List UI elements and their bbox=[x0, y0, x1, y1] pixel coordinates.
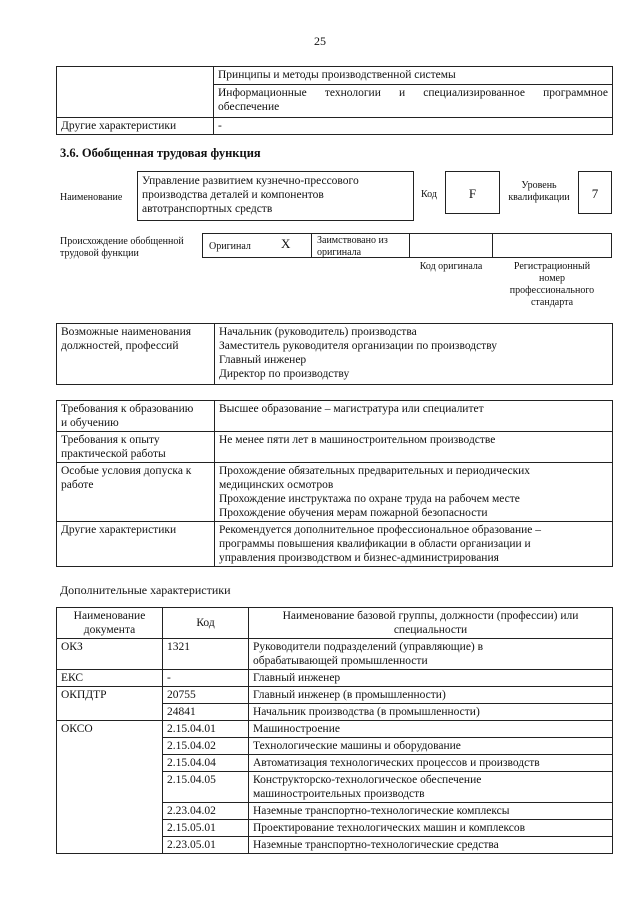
code-value: F bbox=[468, 186, 477, 201]
requirement-label bbox=[57, 401, 215, 432]
positions-label-line: должностей, профессий bbox=[61, 340, 179, 352]
function-name-line: Управление развитием кузнечно-прессового bbox=[142, 175, 359, 187]
code-label: Код bbox=[421, 189, 437, 200]
header-group bbox=[249, 608, 613, 639]
name-cell: Машиностроение bbox=[249, 721, 613, 738]
table-row bbox=[57, 639, 613, 670]
function-name-line: производства деталей и компонентов bbox=[142, 189, 324, 201]
origin-label-line: Происхождение обобщенной bbox=[60, 236, 184, 247]
code-cell: 1321 bbox=[163, 639, 249, 670]
borrowed-label-line: оригинала bbox=[317, 247, 362, 258]
extra-table bbox=[56, 607, 613, 854]
code-cell: 2.23.05.01 bbox=[163, 837, 249, 854]
table-row bbox=[57, 670, 613, 687]
requirement-row bbox=[57, 463, 613, 522]
doc-cell: ОКПДТР bbox=[57, 687, 163, 721]
code-value-box bbox=[445, 171, 500, 214]
name-cell: Проектирование технологических машин и комплексов bbox=[249, 820, 613, 837]
top-table-label bbox=[57, 67, 214, 118]
requirement-label-line: и обучению bbox=[61, 417, 119, 429]
code-cell: 2.15.04.05 bbox=[163, 772, 249, 803]
name-cell: Главный инженер (в промышленности) bbox=[249, 687, 613, 704]
level-label bbox=[503, 180, 575, 204]
code-cell: 2.15.04.02 bbox=[163, 738, 249, 755]
origin-borrowed-box bbox=[311, 233, 410, 258]
requirement-label-line: Требования к опыту bbox=[61, 434, 160, 446]
requirement-label bbox=[57, 432, 215, 463]
code-cell: 2.15.04.01 bbox=[163, 721, 249, 738]
requirement-row bbox=[57, 432, 613, 463]
position-item: Заместитель руководителя организации по производству bbox=[219, 340, 497, 352]
header-group-line: Наименование базовой группы, должности (профессии) или bbox=[282, 610, 579, 622]
position-item: Начальник (руководитель) производства bbox=[219, 326, 417, 338]
positions-label-line: Возможные наименования bbox=[61, 326, 192, 338]
header-code: Код bbox=[163, 608, 249, 639]
positions-list bbox=[215, 324, 613, 385]
doc-cell: ОКЗ bbox=[57, 639, 163, 670]
name-cell: Наземные транспортно-технологические комплексы bbox=[249, 803, 613, 820]
code-cell: 24841 bbox=[163, 704, 249, 721]
reg-caption-line: профессионального bbox=[509, 285, 595, 296]
code-cell: 2.15.04.04 bbox=[163, 755, 249, 772]
level-value-box bbox=[578, 171, 612, 214]
code-cell: 2.23.04.02 bbox=[163, 803, 249, 820]
name-cell: Наземные транспортно-технологические средства bbox=[249, 837, 613, 854]
doc-cell: ОКСО bbox=[57, 721, 163, 854]
function-name-line: автотранспортных средств bbox=[142, 203, 273, 215]
reg-caption-line: стандарта bbox=[530, 297, 574, 308]
name-line: Конструкторско-технологическое обеспечение bbox=[253, 774, 482, 786]
top-table-row bbox=[57, 118, 613, 135]
requirement-value-line: Рекомендуется дополнительное профессиональное образование – bbox=[219, 524, 542, 536]
name-cell: Главный инженер bbox=[249, 670, 613, 687]
requirement-value-line: программы повышения квалификации в области организации и bbox=[219, 538, 531, 550]
top-table-value: - bbox=[214, 118, 613, 135]
origin-label bbox=[60, 236, 184, 260]
page-number: 25 bbox=[314, 34, 326, 48]
requirement-value-line: медицинских осмотров bbox=[219, 479, 334, 491]
header-document-line: Наименование bbox=[73, 610, 146, 622]
origin-code-box bbox=[409, 233, 493, 258]
code-original-caption: Код оригинала bbox=[419, 261, 483, 272]
extra-title: Дополнительные характеристики bbox=[60, 583, 231, 597]
top-table-value: Принципы и методы производственной системы bbox=[214, 67, 613, 85]
header-document bbox=[57, 608, 163, 639]
name-cell bbox=[249, 639, 613, 670]
level-label-line: квалификации bbox=[508, 192, 570, 203]
table-row bbox=[57, 687, 613, 704]
level-label-line: Уровень bbox=[521, 180, 557, 191]
name-line: машиностроительных производств bbox=[253, 788, 425, 800]
original-label: Оригинал bbox=[209, 241, 251, 252]
reg-caption-line: номер bbox=[539, 273, 565, 284]
requirement-row bbox=[57, 401, 613, 432]
requirement-value bbox=[215, 522, 613, 567]
top-table-value: Информационные технологии и специализированное программное обеспечение bbox=[214, 85, 613, 118]
origin-label-line: трудовой функции bbox=[60, 248, 139, 259]
borrowed-label-line: Заимствовано из bbox=[317, 235, 388, 246]
requirement-value-line: управления производством и бизнес-администрирования bbox=[219, 552, 499, 564]
requirement-value bbox=[215, 432, 613, 463]
requirement-label-line: Особые условия допуска к bbox=[61, 465, 192, 477]
position-item: Директор по производству bbox=[219, 368, 350, 380]
requirement-value-line: Прохождение обучения мерам пожарной безопасности bbox=[219, 507, 488, 519]
table-row bbox=[57, 721, 613, 738]
requirement-label bbox=[57, 463, 215, 522]
reg-caption-line: Регистрационный bbox=[513, 261, 591, 272]
requirement-value-line: Прохождение инструктажа по охране труда на рабочем месте bbox=[219, 493, 520, 505]
requirement-label-line: Требования к образованию bbox=[61, 403, 194, 415]
code-cell: 2.15.05.01 bbox=[163, 820, 249, 837]
header-document-line: документа bbox=[83, 624, 136, 636]
code-cell: 20755 bbox=[163, 687, 249, 704]
name-line: Руководители подразделений (управляющие) в bbox=[253, 641, 484, 653]
requirement-value-line: Не менее пяти лет в машиностроительном производстве bbox=[219, 434, 496, 446]
name-line: обрабатывающей промышленности bbox=[253, 655, 428, 667]
name-label: Наименование bbox=[60, 192, 123, 203]
origin-original-box bbox=[202, 233, 312, 258]
original-mark: X bbox=[281, 236, 291, 251]
requirement-label-line: работе bbox=[61, 479, 94, 491]
requirement-label bbox=[57, 522, 215, 567]
extra-header-row bbox=[57, 608, 613, 639]
requirements-table bbox=[56, 400, 613, 567]
doc-cell: ЕКС bbox=[57, 670, 163, 687]
function-name-box bbox=[137, 171, 414, 221]
name-cell: Технологические машины и оборудование bbox=[249, 738, 613, 755]
origin-reg-box bbox=[492, 233, 612, 258]
name-cell: Автоматизация технологических процессов и производств bbox=[249, 755, 613, 772]
top-table-row bbox=[57, 67, 613, 85]
requirement-value-line: Прохождение обязательных предварительных и периодических bbox=[219, 465, 531, 477]
header-group-line: специальности bbox=[393, 624, 468, 636]
requirement-value bbox=[215, 401, 613, 432]
positions-table bbox=[56, 323, 613, 385]
top-table bbox=[56, 66, 613, 135]
section-title: 3.6. Обобщенная трудовая функция bbox=[60, 146, 261, 160]
name-cell: Начальник производства (в промышленности) bbox=[249, 704, 613, 721]
name-cell bbox=[249, 772, 613, 803]
requirement-label-line: Другие характеристики bbox=[61, 524, 177, 536]
reg-number-caption bbox=[492, 261, 612, 309]
requirement-row bbox=[57, 522, 613, 567]
position-item: Главный инженер bbox=[219, 354, 307, 366]
requirement-value-line: Высшее образование – магистратура или специалитет bbox=[219, 403, 484, 415]
requirement-label-line: практической работы bbox=[61, 448, 166, 460]
level-value: 7 bbox=[591, 186, 599, 201]
code-cell: - bbox=[163, 670, 249, 687]
positions-label bbox=[57, 324, 215, 385]
top-table-label: Другие характеристики bbox=[57, 118, 214, 135]
requirement-value bbox=[215, 463, 613, 522]
